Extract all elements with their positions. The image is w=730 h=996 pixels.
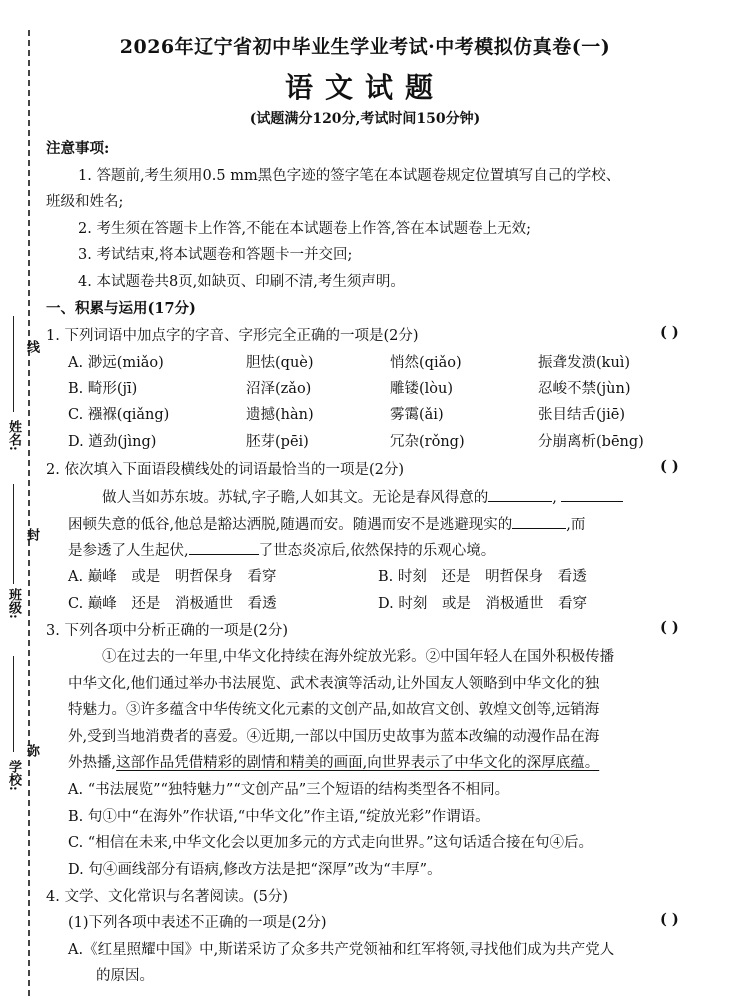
q3-passage-5 <box>68 751 599 772</box>
q3-passage-2: 中华文化,他们通过举办书法展览、武术表演等活动,让外国友人领略到中华文化的独 <box>68 676 600 692</box>
q4-sub1-stem: (1)下列各项中表述不正确的一项是(2分) <box>68 915 327 931</box>
q2-b-w2: 还是 <box>441 569 471 585</box>
q1-c-1: C. 襁褓(qiǎng) <box>68 407 170 423</box>
q1-d-1: D. 遒劲(jìng) <box>68 434 157 450</box>
binding-label-mi: 弥 <box>24 744 39 757</box>
q2-blank-3[interactable] <box>512 516 566 529</box>
q1-b-3: 雕镂(lòu) <box>390 381 454 397</box>
q2-c-w1: C. 巅峰 <box>68 596 117 612</box>
binding-label-feng: 封 <box>24 528 39 541</box>
q3-passage-3: 特魅力。③许多蕴含中华传统文化元素的文创产品,如故宫文创、敦煌文创等,远销海 <box>68 702 600 718</box>
q3-answer-paren[interactable]: ( ) <box>660 619 679 636</box>
q2-passage-line-3 <box>68 539 495 560</box>
q2-c-w4: 看透 <box>247 596 277 612</box>
q1-c-2: 遗撼(hàn) <box>246 407 314 423</box>
q2-blank-1[interactable] <box>488 489 552 502</box>
q2-stem: 2. 依次填入下面语段横线处的词语最恰当的一项是(2分) <box>46 462 404 478</box>
notice-item-3: 3. 考试结束,将本试题卷和答题卡一并交回; <box>78 247 353 263</box>
name-label: 姓名: <box>6 420 21 451</box>
q1-d-4: 分崩离析(bēng) <box>538 434 644 450</box>
binding-label-xian: 线 <box>24 340 39 353</box>
q3-option-b: B. 句①中“在海外”作状语,“中华文化”作主语,“绽放光彩”作谓语。 <box>68 809 490 825</box>
binding-dashed-line <box>28 30 30 996</box>
q3-stem: 3. 下列各项中分析正确的一项是(2分) <box>46 623 288 639</box>
q2-p1: 做人当如苏东坡。苏轼,字子瞻,人如其文。无论是春风得意的 <box>102 490 489 506</box>
q2-a-w1: A. 巅峰 <box>68 569 117 585</box>
q1-b-2: 沼泽(zǎo) <box>246 381 312 397</box>
q2-blank-4[interactable] <box>189 542 259 555</box>
q2-d-w4: 看穿 <box>558 596 588 612</box>
q2-passage-line-2 <box>68 513 585 534</box>
q3-passage-4: 外,受到当地消费者的喜爱。④近期,一部以中国历史故事为蓝本改编的动漫作品在海 <box>68 729 600 745</box>
q2-d-w2: 或是 <box>441 596 471 612</box>
q1-a-1: A. 渺远(miǎo) <box>68 355 164 371</box>
q2-p2-tail: ,而 <box>566 517 586 533</box>
q2-d-w1: D. 时刻 <box>378 596 428 612</box>
q1-a-2: 胆怯(què) <box>246 355 314 371</box>
q2-c-w2: 还是 <box>131 596 161 612</box>
q3-option-d: D. 句④画线部分有语病,修改方法是把“深厚”改为“丰厚”。 <box>68 862 442 878</box>
q1-b-1: B. 畸形(jī) <box>68 381 138 397</box>
school-label: 学校: <box>6 760 21 791</box>
q2-option-c <box>68 592 277 613</box>
q1-c-4: 张目结舌(jiē) <box>538 407 626 423</box>
q4-option-a-line1: A.《红星照耀中国》中,斯诺采访了众多共产党领袖和红军将领,寻找他们成为共产党人 <box>68 942 615 958</box>
class-write-line <box>13 484 14 584</box>
subject-title: 语文试题 <box>284 71 445 104</box>
q1-a-3: 悄然(qiǎo) <box>390 355 462 371</box>
q2-c-w3: 消极遁世 <box>175 596 234 612</box>
q1-a-4: 振聋发溃(kuì) <box>538 355 631 371</box>
notice-heading: 注意事项: <box>46 140 110 157</box>
q2-a-w2: 或是 <box>131 569 161 585</box>
notice-item-4: 4. 本试题卷共8页,如缺页、印刷不清,考生须声明。 <box>78 274 405 290</box>
q4-stem: 4. 文学、文化常识与名著阅读。(5分) <box>46 889 288 905</box>
q3-underlined-sentence: 这部作品凭借精彩的剧情和精美的画面,向世界表示了中华文化的深厚底蕴。 <box>116 755 600 771</box>
q2-option-d <box>378 592 587 613</box>
q3-passage-5a: 外热播, <box>68 755 117 771</box>
q2-b-w1: B. 时刻 <box>378 569 427 585</box>
q2-answer-paren[interactable]: ( ) <box>660 458 679 475</box>
q2-blank-2[interactable] <box>561 489 623 502</box>
q2-a-w3: 明哲保身 <box>174 569 233 585</box>
q2-b-w4: 看透 <box>557 569 587 585</box>
exam-title: 2026年辽宁省初中毕业生学业考试·中考模拟仿真卷(一) <box>119 36 611 58</box>
q2-passage-line-1 <box>102 486 623 507</box>
q4-option-a-line2: 的原因。 <box>96 968 154 984</box>
exam-info: (试题满分120分,考试时间150分钟) <box>249 111 481 127</box>
notice-item-1b: 班级和姓名; <box>46 194 124 210</box>
q1-d-2: 胚芽(pēi) <box>246 434 309 450</box>
section-1-heading: 一、积累与运用(17分) <box>46 300 196 317</box>
q3-option-a: A. “书法展览”“独特魅力”“文创产品”三个短语的结构类型各不相同。 <box>68 782 510 798</box>
q1-b-4: 忍峻不禁(jùn) <box>538 381 631 397</box>
school-write-line <box>13 656 14 752</box>
q1-d-3: 冗杂(rǒng) <box>390 434 465 450</box>
q2-p2: 困顿失意的低谷,他总是豁达洒脱,随遇而安。随遇而安不是逃避现实的 <box>68 517 513 533</box>
q2-option-a <box>68 565 277 586</box>
q2-p3-tail: 了世态炎凉后,依然保持的乐观心境。 <box>258 543 496 559</box>
q1-c-3: 雾霭(ǎi) <box>390 407 444 423</box>
q2-a-w4: 看穿 <box>247 569 277 585</box>
q2-d-w3: 消极遁世 <box>485 596 544 612</box>
q4-sub1-answer-paren[interactable]: ( ) <box>660 911 679 928</box>
q2-p3: 是参透了人生起伏, <box>68 543 189 559</box>
q1-stem: 1. 下列词语中加点字的字音、字形完全正确的一项是(2分) <box>46 328 419 344</box>
q1-answer-paren[interactable]: ( ) <box>660 324 679 341</box>
notice-item-2: 2. 考生须在答题卡上作答,不能在本试题卷上作答,答在本试题卷上无效; <box>78 221 532 237</box>
q3-option-c: C. “相信在未来,中华文化会以更加多元的方式走向世界。”这句话适合接在句④后。 <box>68 835 593 851</box>
class-label: 班级: <box>6 588 21 619</box>
q2-b-w3: 明哲保身 <box>485 569 544 585</box>
q2-option-b <box>378 565 587 586</box>
name-write-line <box>13 316 14 412</box>
notice-item-1a: 1. 答题前,考生须用0.5 mm黑色字迹的签字笔在本试题卷规定位置填写自己的学校、 <box>78 168 621 184</box>
q3-passage-1: ①在过去的一年里,中华文化持续在海外绽放光彩。②中国年轻人在国外积极传播 <box>102 649 615 665</box>
q2-p1-tail: , <box>552 490 557 506</box>
